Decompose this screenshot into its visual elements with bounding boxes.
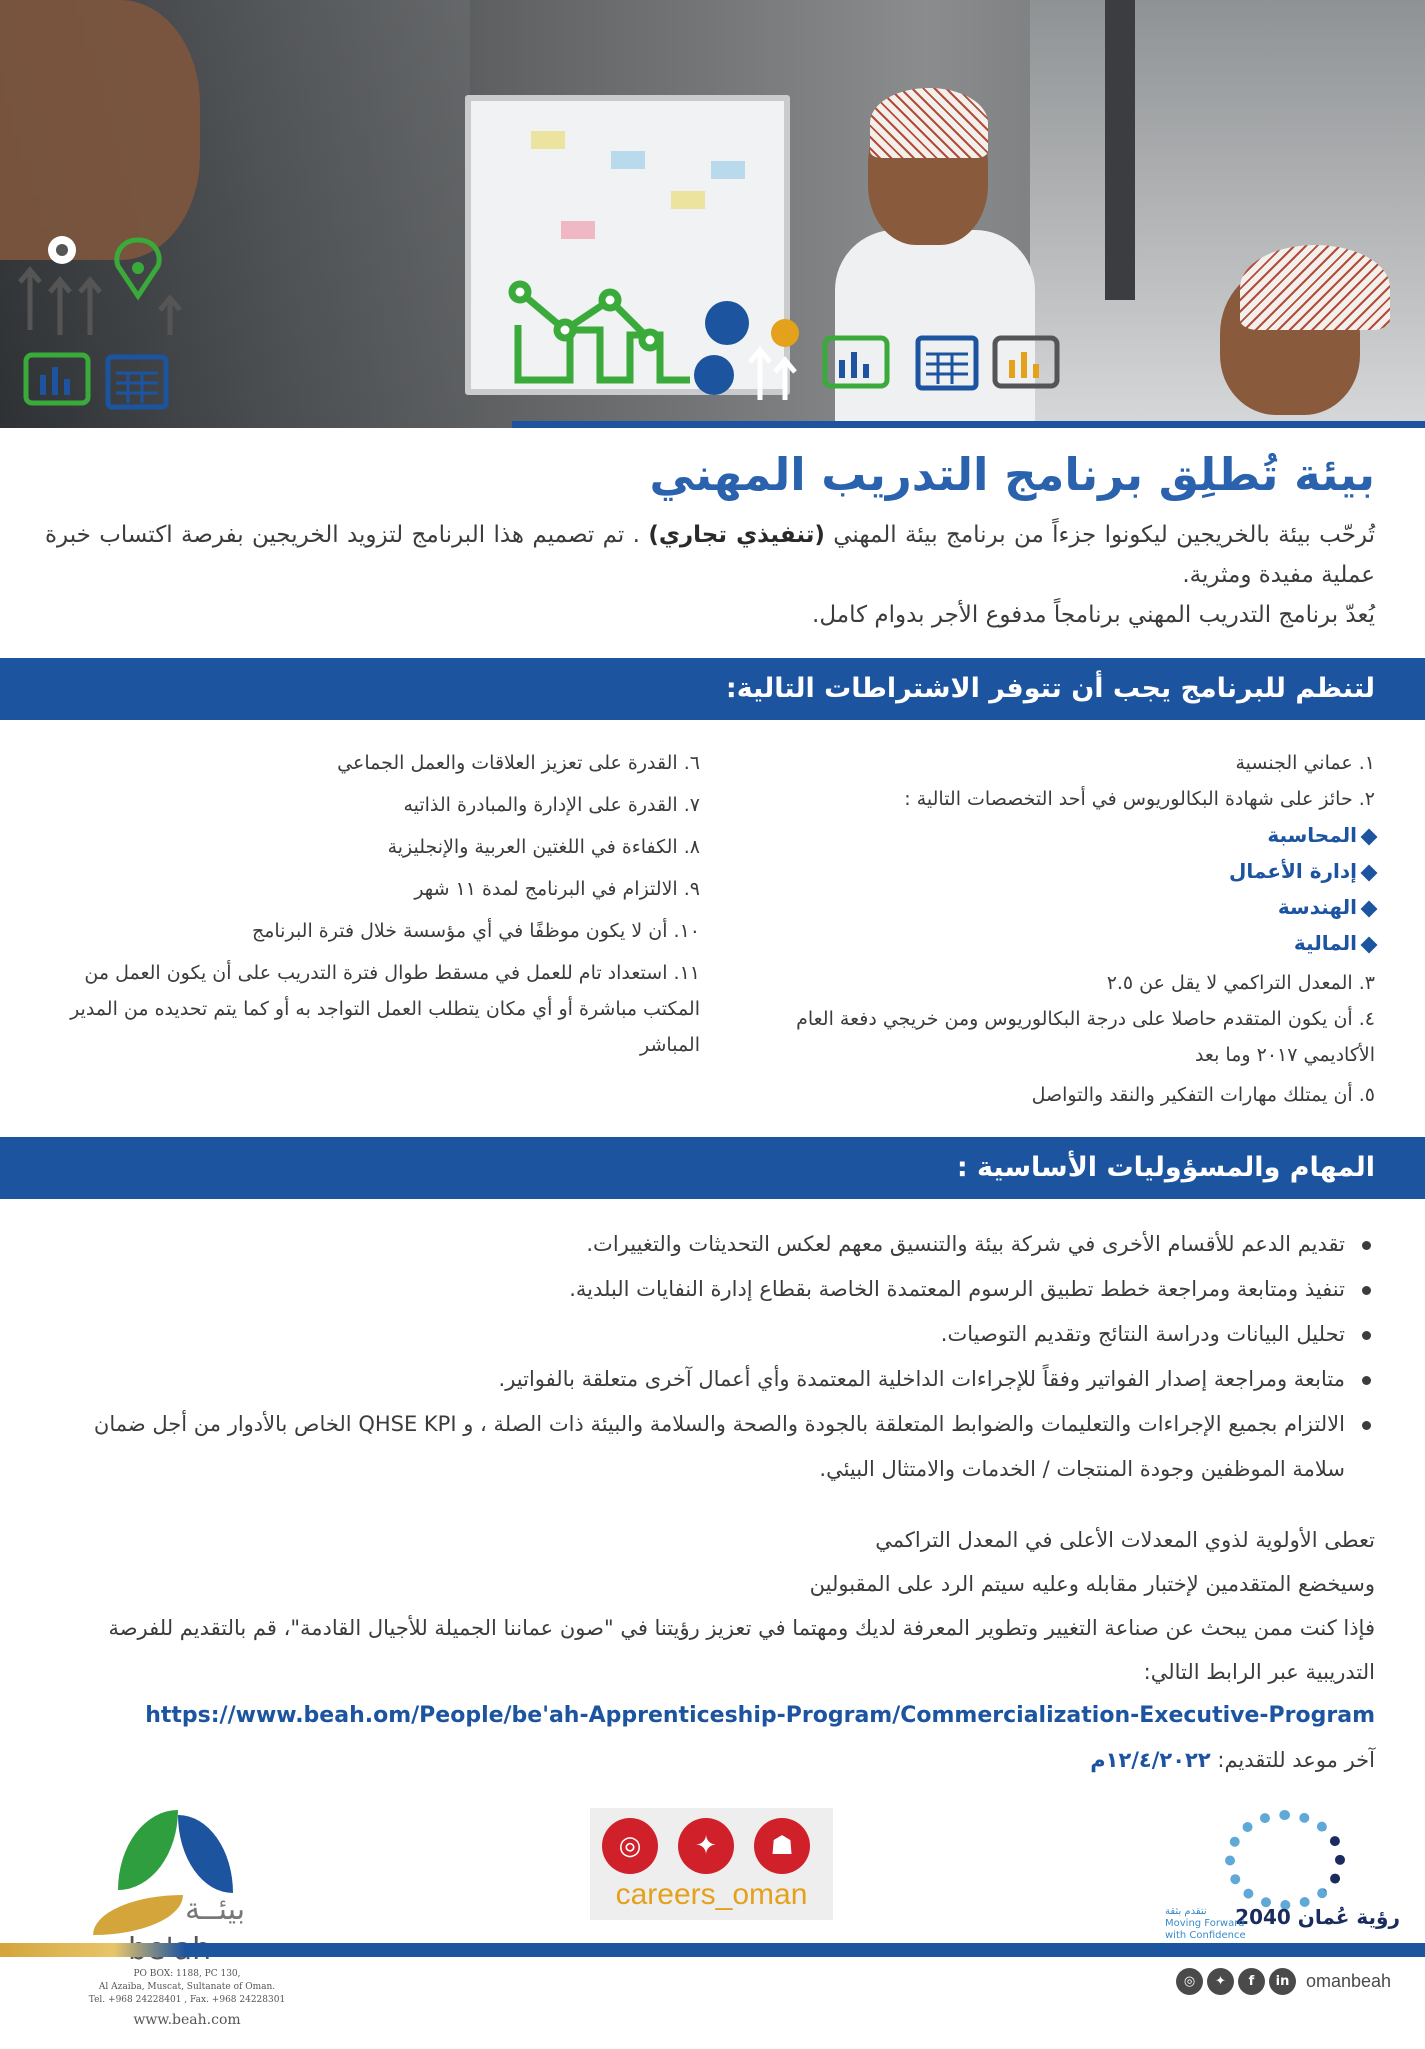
linkedin-icon[interactable]: in bbox=[1269, 1968, 1296, 1995]
facebook-icon[interactable]: f bbox=[1238, 1968, 1265, 1995]
vision-swirl bbox=[1225, 1810, 1345, 1910]
requirement-item: ١١. استعداد تام للعمل في مسقط طوال فترة التدريب على أن يكون العمل من المكتب مباشرة أو أي مكان يتطلب العمل التواجد به أو كما يتم تحديده من المدير المباشر bbox=[70, 962, 700, 1056]
list-item: تنفيذ ومتابعة ومراجعة خطط تطبيق الرسوم المعتمدة الخاصة بقطاع إدارة النفايات البلدية. bbox=[45, 1267, 1375, 1312]
instagram-icon[interactable]: ◎ bbox=[602, 1818, 658, 1874]
vision-tagline: نتقدم بثقة Moving Forward with Confidence bbox=[1165, 1906, 1246, 1941]
closing-section bbox=[45, 1518, 1375, 1782]
calendar-icon bbox=[108, 357, 166, 407]
logo-leaf-blue bbox=[178, 1815, 233, 1893]
calendar-icon bbox=[918, 338, 976, 388]
postal-address: PO BOX: 1188, PC 130, Al Azaiba, Muscat, Sultanate of Oman. Tel. +968 24228401 , Fax. +968 24228301 bbox=[88, 1969, 286, 2005]
careers-handle[interactable]: careers_oman bbox=[615, 1878, 808, 1911]
hero-blue-strip bbox=[512, 421, 1425, 428]
intro-paragraph bbox=[45, 515, 1375, 595]
hero-overlay-icons bbox=[0, 0, 1425, 428]
intro-text-end: . تم تصميم هذا البرنامج لتزويد الخريجين بفرصة اكتساب خبرة عملية مفيدة ومثرية. bbox=[45, 522, 1375, 588]
major-item: المحاسبة bbox=[735, 817, 1375, 853]
requirement-item: ٤. أن يكون المتقدم حاصلا على درجة البكالوريوس ومن خريجي دفعة العام الأكاديمي ٢٠١٧ وما بعد bbox=[796, 1008, 1375, 1066]
twitter-icon[interactable]: ✦ bbox=[1207, 1968, 1234, 1995]
requirements-heading-band bbox=[0, 658, 1425, 720]
page-title: بيئة تُطلِق برنامج التدريب المهني bbox=[649, 448, 1375, 501]
major-item: الهندسة bbox=[735, 889, 1375, 925]
instagram-icon[interactable]: ◎ bbox=[1176, 1968, 1203, 1995]
requirement-item: ٣. المعدل التراكمي لا يقل عن ٢.٥ bbox=[1106, 972, 1375, 994]
list-item: متابعة ومراجعة إصدار الفواتير وفقاً للإجراءات الداخلية المعتمدة وأي أعمال آخرى متعلقة بالفواتير. bbox=[45, 1357, 1375, 1402]
interview-note: وسيخضع المتقدمين لإختبار مقابله وعليه سيتم الرد على المقبولين bbox=[809, 1572, 1375, 1596]
chart-bubble-icon bbox=[995, 338, 1057, 386]
oman-vision-2040-logo bbox=[1165, 1810, 1400, 1941]
requirement-item: ٧. القدرة على الإدارة والمبادرة الذاتيه bbox=[403, 794, 700, 816]
diamond-bullet-icon bbox=[1361, 828, 1378, 845]
chart-bubble-icon bbox=[825, 338, 887, 386]
upload-arrows-icon bbox=[20, 270, 180, 335]
deadline bbox=[45, 1738, 1375, 1782]
deadline-label: آخر موعد للتقديم: bbox=[1210, 1748, 1375, 1772]
requirement-item: ٦. القدرة على تعزيز العلاقات والعمل الجماعي bbox=[337, 752, 700, 774]
list-item: تحليل البيانات ودراسة النتائج وتقديم التوصيات. bbox=[45, 1312, 1375, 1357]
chart-bubble-icon bbox=[26, 355, 88, 403]
tasks-heading: المهام والمسؤوليات الأساسية : bbox=[956, 1152, 1375, 1183]
requirement-item: ١. عماني الجنسية bbox=[1235, 752, 1375, 774]
logo-leaf-gold bbox=[93, 1895, 183, 1935]
priority-note: تعطى الأولوية لذوي المعدلات الأعلى في المعدل التراكمي bbox=[875, 1528, 1375, 1552]
requirements-column-left bbox=[40, 745, 700, 1063]
program-name: (تنفيذي تجاري) bbox=[648, 522, 825, 548]
requirement-item: ٨. الكفاءة في اللغتين العربية والإنجليزية bbox=[387, 836, 700, 858]
snapchat-icon[interactable]: ☗ bbox=[754, 1818, 810, 1874]
intro-text-start: تُرحّب بيئة بالخريجين ليكونوا جزءاً من برنامج بيئة المهني bbox=[824, 522, 1376, 548]
application-link[interactable]: https://www.beah.om/People/be'ah-Apprenticeship-Program/Commercialization-Executive-Program bbox=[145, 1703, 1375, 1728]
hero-photo bbox=[0, 0, 1425, 428]
diamond-bullet-icon bbox=[1361, 900, 1378, 917]
vision-arabic: رؤية عُمان 2040 bbox=[1235, 1905, 1400, 1929]
diamond-bullet-icon bbox=[1361, 936, 1378, 953]
location-pin-icon bbox=[117, 240, 159, 296]
major-item: إدارة الأعمال bbox=[735, 853, 1375, 889]
requirement-item: ٩. الالتزام في البرنامج لمدة ١١ شهر bbox=[414, 878, 700, 900]
footer-strip bbox=[0, 1943, 1425, 1957]
major-item: المالية bbox=[735, 925, 1375, 961]
requirement-item: ٥. أن يمتلك مهارات التفكير والنقد والتواصل bbox=[1031, 1084, 1375, 1106]
requirement-item: ٢. حائز على شهادة البكالوريوس في أحد التخصصات التالية : bbox=[904, 788, 1375, 810]
requirement-item: ١٠. أن لا يكون موظفًا في أي مؤسسة خلال فترة البرنامج bbox=[251, 920, 700, 942]
logo-text-arabic: بيئــة bbox=[185, 1892, 246, 1927]
beah-logo bbox=[88, 1810, 268, 1950]
tasks-list bbox=[45, 1222, 1375, 1492]
list-item: تقديم الدعم للأقسام الأخرى في شركة بيئة والتنسيق معهم لعكس التحديثات والتغييرات. bbox=[45, 1222, 1375, 1267]
requirements-column-right bbox=[735, 745, 1375, 1113]
list-item: الالتزام بجميع الإجراءات والتعليمات والضوابط المتعلقة بالجودة والصحة والسلامة والبيئة ذات الصلة ، و QHSE KPI الخاص بالأدوار من أجل ضمان سلامة الموظفين وجودة المنتجات / الخدمات والامتثال البيئي. bbox=[45, 1402, 1375, 1492]
requirements-heading: لتنظم للبرنامج يجب أن تتوفر الاشتراطات التالية: bbox=[725, 673, 1375, 704]
growth-chart-icon bbox=[512, 284, 690, 380]
twitter-icon[interactable]: ✦ bbox=[678, 1818, 734, 1874]
apply-invitation: فإذا كنت ممن يبحث عن صناعة التغيير وتطوير المعرفة لديك ومهتما في تعزيز رؤيتنا في "صون عماننا الجميلة للأجيال القادمة"، قم بالتقديم للفرصة التدريبية عبر الرابط التالي: bbox=[108, 1616, 1375, 1684]
tasks-heading-band bbox=[0, 1137, 1425, 1199]
website-link[interactable]: www.beah.com bbox=[133, 2012, 241, 2028]
deadline-date: ١٢/٤/٢٠٢٢م bbox=[1090, 1748, 1211, 1772]
intro-paid-note: يُعدّ برنامج التدريب المهني برنامجاً مدفوع الأجر بدوام كامل. bbox=[812, 602, 1375, 628]
footer-social bbox=[1176, 1967, 1391, 1995]
logo-leaf-green bbox=[118, 1810, 178, 1890]
upload-arrows-icon bbox=[750, 350, 795, 400]
social-handle[interactable]: omanbeah bbox=[1306, 1970, 1392, 1991]
careers-social-box bbox=[590, 1808, 833, 1920]
gear-icon bbox=[48, 236, 76, 264]
diamond-bullet-icon bbox=[1361, 864, 1378, 881]
